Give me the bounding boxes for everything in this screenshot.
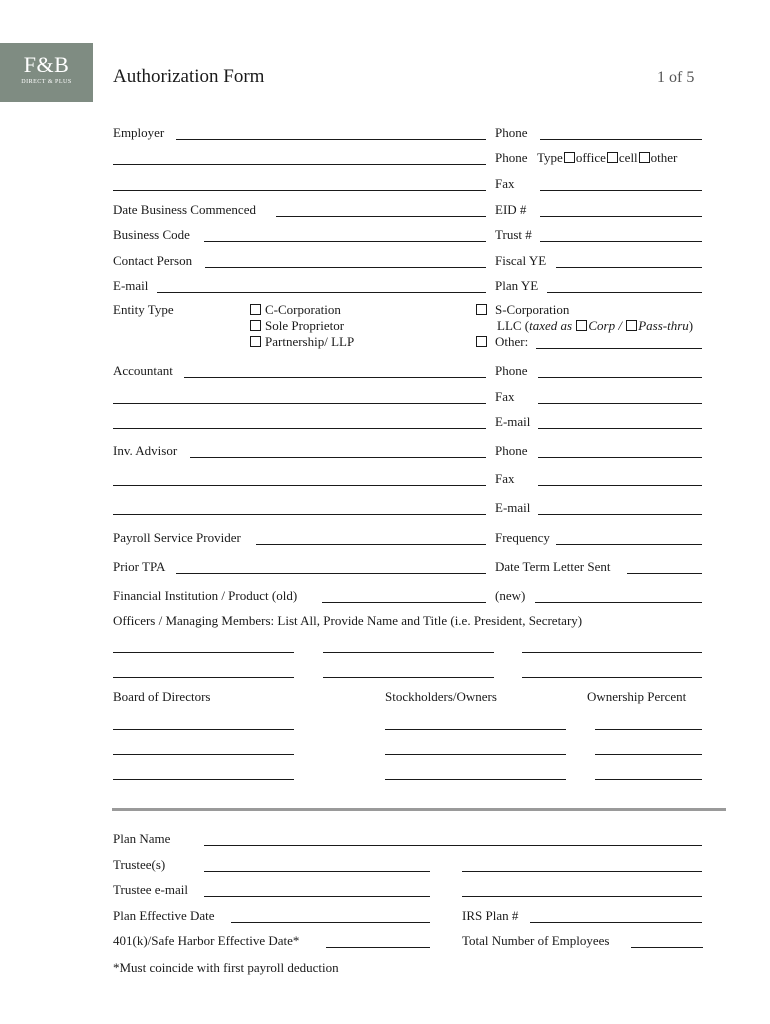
llc-corp-checkbox[interactable] — [576, 320, 587, 331]
payroll-provider-label: Payroll Service Provider — [113, 530, 241, 545]
accountant-address-line-1[interactable] — [113, 403, 486, 404]
plan-ye-field[interactable] — [547, 292, 702, 293]
stockholders-label: Stockholders/Owners — [385, 689, 497, 704]
business-code-label: Business Code — [113, 227, 190, 242]
footnote: *Must coincide with first payroll deduction — [113, 960, 339, 975]
c-corp-option[interactable]: C-Corporation — [250, 302, 341, 318]
inv-advisor-email-field[interactable] — [538, 514, 702, 515]
ownership-field[interactable] — [595, 754, 702, 755]
accountant-address-line-2[interactable] — [113, 428, 486, 429]
ownership-field[interactable] — [595, 779, 702, 780]
ownership-percent-label: Ownership Percent — [587, 689, 687, 704]
llc-pass-thru-checkbox[interactable] — [626, 320, 637, 331]
cell-checkbox[interactable] — [607, 152, 618, 163]
partnership-option[interactable]: Partnership/ LLP — [250, 334, 354, 350]
fiscal-ye-label: Fiscal YE — [495, 253, 547, 268]
financial-new-field[interactable] — [535, 602, 702, 603]
frequency-label: Frequency — [495, 530, 550, 545]
partnership-checkbox[interactable] — [250, 336, 261, 347]
stockholder-field[interactable] — [385, 754, 566, 755]
accountant-fax-label: Fax — [495, 389, 515, 404]
trust-label: Trust # — [495, 227, 532, 242]
payroll-provider-field[interactable] — [256, 544, 486, 545]
eid-field[interactable] — [540, 216, 702, 217]
trust-field[interactable] — [540, 241, 702, 242]
s-corp-option[interactable]: S-Corporation — [476, 302, 569, 318]
email-label: E-mail — [113, 278, 149, 293]
ownership-field[interactable] — [595, 729, 702, 730]
director-field[interactable] — [113, 729, 294, 730]
trustee-field[interactable] — [204, 871, 430, 872]
stockholder-field[interactable] — [385, 779, 566, 780]
fiscal-ye-field[interactable] — [556, 267, 702, 268]
business-code-field[interactable] — [204, 241, 486, 242]
accountant-phone-field[interactable] — [538, 377, 702, 378]
c-corp-checkbox[interactable] — [250, 304, 261, 315]
total-employees-label: Total Number of Employees — [462, 933, 610, 948]
officer-field[interactable] — [522, 652, 702, 653]
contact-person-field[interactable] — [205, 267, 486, 268]
inv-advisor-label: Inv. Advisor — [113, 443, 178, 458]
irs-plan-label: IRS Plan # — [462, 908, 519, 923]
plan-name-label: Plan Name — [113, 831, 171, 846]
total-employees-field[interactable] — [631, 947, 703, 948]
inv-advisor-fax-label: Fax — [495, 471, 515, 486]
director-field[interactable] — [113, 779, 294, 780]
officer-field[interactable] — [522, 677, 702, 678]
llc-option: LLC (taxed as Corp / Pass-thru) — [497, 318, 694, 333]
date-term-label: Date Term Letter Sent — [495, 559, 611, 574]
stockholder-field[interactable] — [385, 729, 566, 730]
plan-effective-date-field[interactable] — [231, 922, 430, 923]
phone-label: Phone — [495, 125, 528, 140]
safe-harbor-label: 401(k)/Safe Harbor Effective Date* — [113, 933, 300, 948]
trustee-field[interactable] — [462, 871, 702, 872]
safe-harbor-field[interactable] — [326, 947, 430, 948]
office-checkbox[interactable] — [564, 152, 575, 163]
page-title: Authorization Form — [113, 66, 265, 87]
prior-tpa-field[interactable] — [176, 573, 486, 574]
sole-proprietor-option[interactable]: Sole Proprietor — [250, 318, 344, 334]
plan-name-field[interactable] — [204, 845, 702, 846]
irs-plan-field[interactable] — [530, 922, 702, 923]
financial-old-field[interactable] — [322, 602, 486, 603]
accountant-field[interactable] — [184, 377, 486, 378]
officer-field[interactable] — [323, 652, 494, 653]
logo-text: F&B — [23, 52, 70, 77]
accountant-email-label: E-mail — [495, 414, 531, 429]
employer-address-line-2[interactable] — [113, 190, 486, 191]
accountant-fax-field[interactable] — [538, 403, 702, 404]
logo-subtext: DIRECT & PLUS — [21, 79, 72, 85]
entity-type-label: Entity Type — [113, 302, 174, 317]
officer-field[interactable] — [113, 677, 294, 678]
other-entity-checkbox[interactable] — [476, 336, 487, 347]
accountant-label: Accountant — [113, 363, 173, 378]
trustee-email-label: Trustee e-mail — [113, 882, 188, 897]
other-entity-option[interactable]: Other: — [476, 334, 528, 350]
fax-field[interactable] — [540, 190, 702, 191]
contact-person-label: Contact Person — [113, 253, 193, 268]
financial-new-label: (new) — [495, 588, 526, 603]
director-field[interactable] — [113, 754, 294, 755]
s-corp-checkbox[interactable] — [476, 304, 487, 315]
inv-advisor-email-label: E-mail — [495, 500, 531, 515]
section-divider — [112, 808, 726, 811]
officers-label: Officers / Managing Members: List All, Provide Name and Title (i.e. President, Secretary) — [113, 613, 583, 628]
officer-field[interactable] — [323, 677, 494, 678]
accountant-phone-label: Phone — [495, 363, 528, 378]
sole-proprietor-checkbox[interactable] — [250, 320, 261, 331]
prior-tpa-label: Prior TPA — [113, 559, 166, 574]
inv-advisor-phone-label: Phone — [495, 443, 528, 458]
fax-label: Fax — [495, 176, 515, 191]
company-logo — [0, 43, 93, 102]
email-field[interactable] — [157, 292, 486, 293]
inv-advisor-address-line-1[interactable] — [113, 485, 486, 486]
trustee-email-field[interactable] — [462, 896, 702, 897]
inv-advisor-fax-field[interactable] — [538, 485, 702, 486]
eid-label: EID # — [495, 202, 527, 217]
trustees-label: Trustee(s) — [113, 857, 166, 872]
plan-ye-label: Plan YE — [495, 278, 539, 293]
employer-field[interactable] — [176, 139, 486, 140]
inv-advisor-field[interactable] — [190, 457, 486, 458]
date-business-label: Date Business Commenced — [113, 202, 256, 217]
frequency-field[interactable] — [556, 544, 702, 545]
employer-address-line-1[interactable] — [113, 164, 486, 165]
other-checkbox[interactable] — [639, 152, 650, 163]
phone-type-label: Type — [537, 150, 563, 165]
trustee-email-field[interactable] — [204, 896, 430, 897]
phone-field[interactable] — [540, 139, 702, 140]
board-directors-label: Board of Directors — [113, 689, 211, 704]
page-indicator: 1 of 5 — [657, 69, 695, 86]
employer-label: Employer — [113, 125, 165, 140]
accountant-email-field[interactable] — [538, 428, 702, 429]
financial-old-label: Financial Institution / Product (old) — [113, 588, 298, 603]
phone2-label: Phone Type office cell other — [495, 150, 678, 165]
other-entity-field[interactable] — [536, 348, 702, 349]
date-business-field[interactable] — [276, 216, 486, 217]
inv-advisor-address-line-2[interactable] — [113, 514, 486, 515]
date-term-field[interactable] — [627, 573, 702, 574]
inv-advisor-phone-field[interactable] — [538, 457, 702, 458]
plan-effective-date-label: Plan Effective Date — [113, 908, 215, 923]
officer-field[interactable] — [113, 652, 294, 653]
